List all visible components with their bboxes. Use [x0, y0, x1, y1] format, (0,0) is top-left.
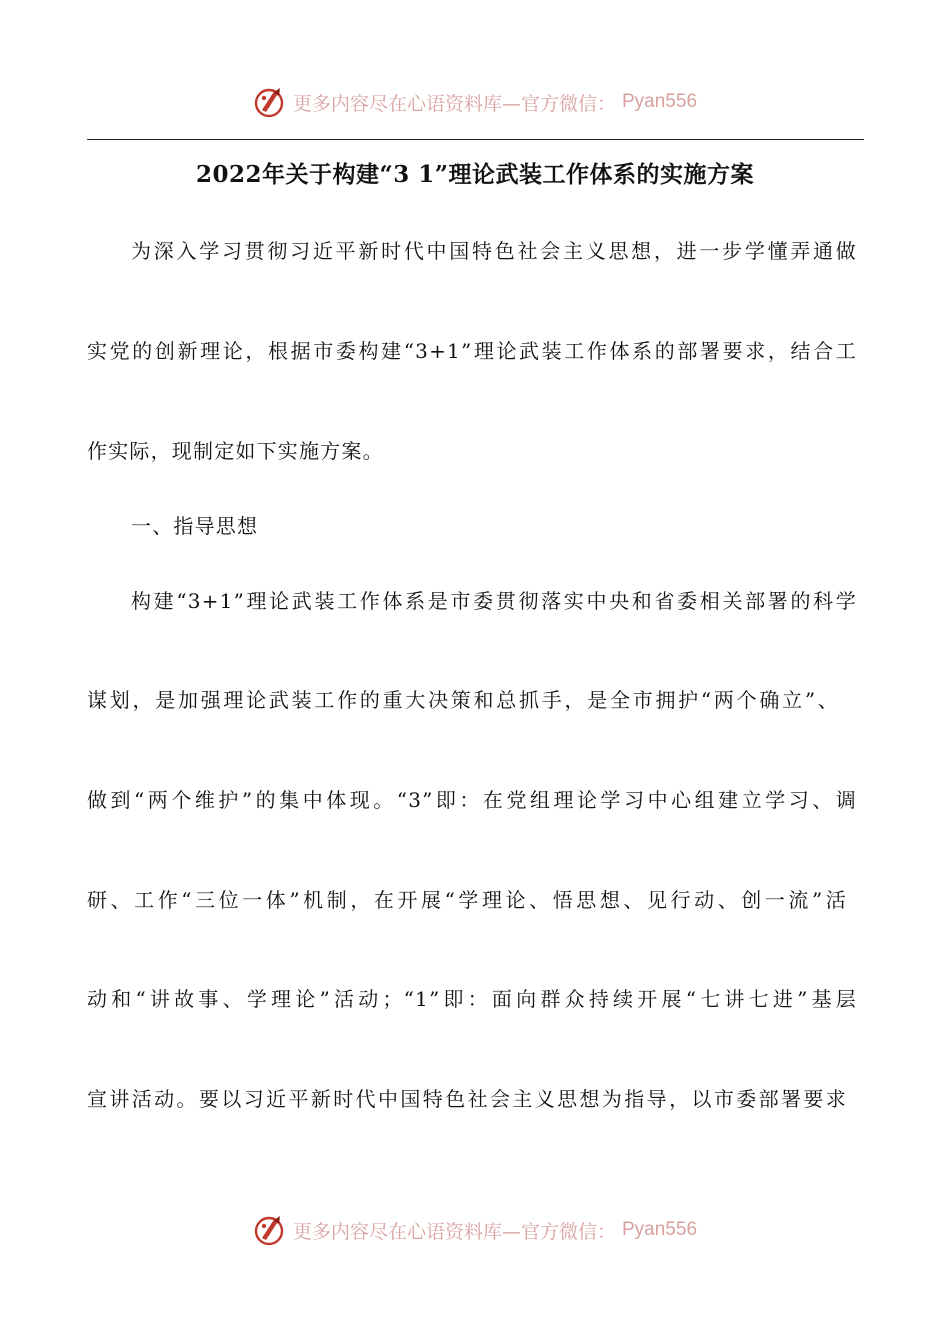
- footer-watermark-text: 更多内容尽在心语资料库—官方微信：: [292, 1220, 616, 1243]
- section-heading: 一、指导思想: [131, 514, 259, 538]
- paragraph-line: 研、工作“三位一体”机制，在开展“学理论、悟思想、见行动、创一流”活: [87, 888, 847, 912]
- brand-logo-icon: [253, 85, 287, 119]
- paragraph-line: 做到“两个维护”的集中体现。“3”即：在党组理论学习中心组建立学习、调: [87, 788, 857, 812]
- footer-watermark-banner: [0, 1210, 950, 1250]
- header-watermark-text: 更多内容尽在心语资料库—官方微信：: [292, 92, 616, 115]
- paragraph-line: 为深入学习贯彻习近平新时代中国特色社会主义思想，进一步学懂弄通做: [131, 239, 857, 263]
- paragraph-line: 谋划，是加强理论武装工作的重大决策和总抓手，是全市拥护“两个确立”、: [87, 688, 839, 712]
- footer-watermark-id: Pyan556: [622, 1219, 698, 1240]
- paragraph-line: 构建“3+1”理论武装工作体系是市委贯彻落实中央和省委相关部署的科学: [131, 589, 857, 613]
- paragraph-line: 作实际，现制定如下实施方案。: [87, 439, 384, 463]
- brand-logo-icon: [253, 1213, 287, 1247]
- paragraph-line: 动和“讲故事、学理论”活动；“1”即：面向群众持续开展“七讲七进”基层: [87, 987, 857, 1011]
- document-title: 2022年关于构建“3 1”理论武装工作体系的实施方案: [196, 161, 754, 188]
- paragraph-line: 实党的创新理论，根据市委构建“3+1”理论武装工作体系的部署要求，结合工: [87, 339, 857, 363]
- header-divider: [87, 139, 864, 140]
- paragraph-line: 宣讲活动。要以习近平新时代中国特色社会主义思想为指导，以市委部署要求: [87, 1087, 847, 1111]
- header-watermark-id: Pyan556: [622, 91, 698, 112]
- header-watermark-banner: [0, 82, 950, 122]
